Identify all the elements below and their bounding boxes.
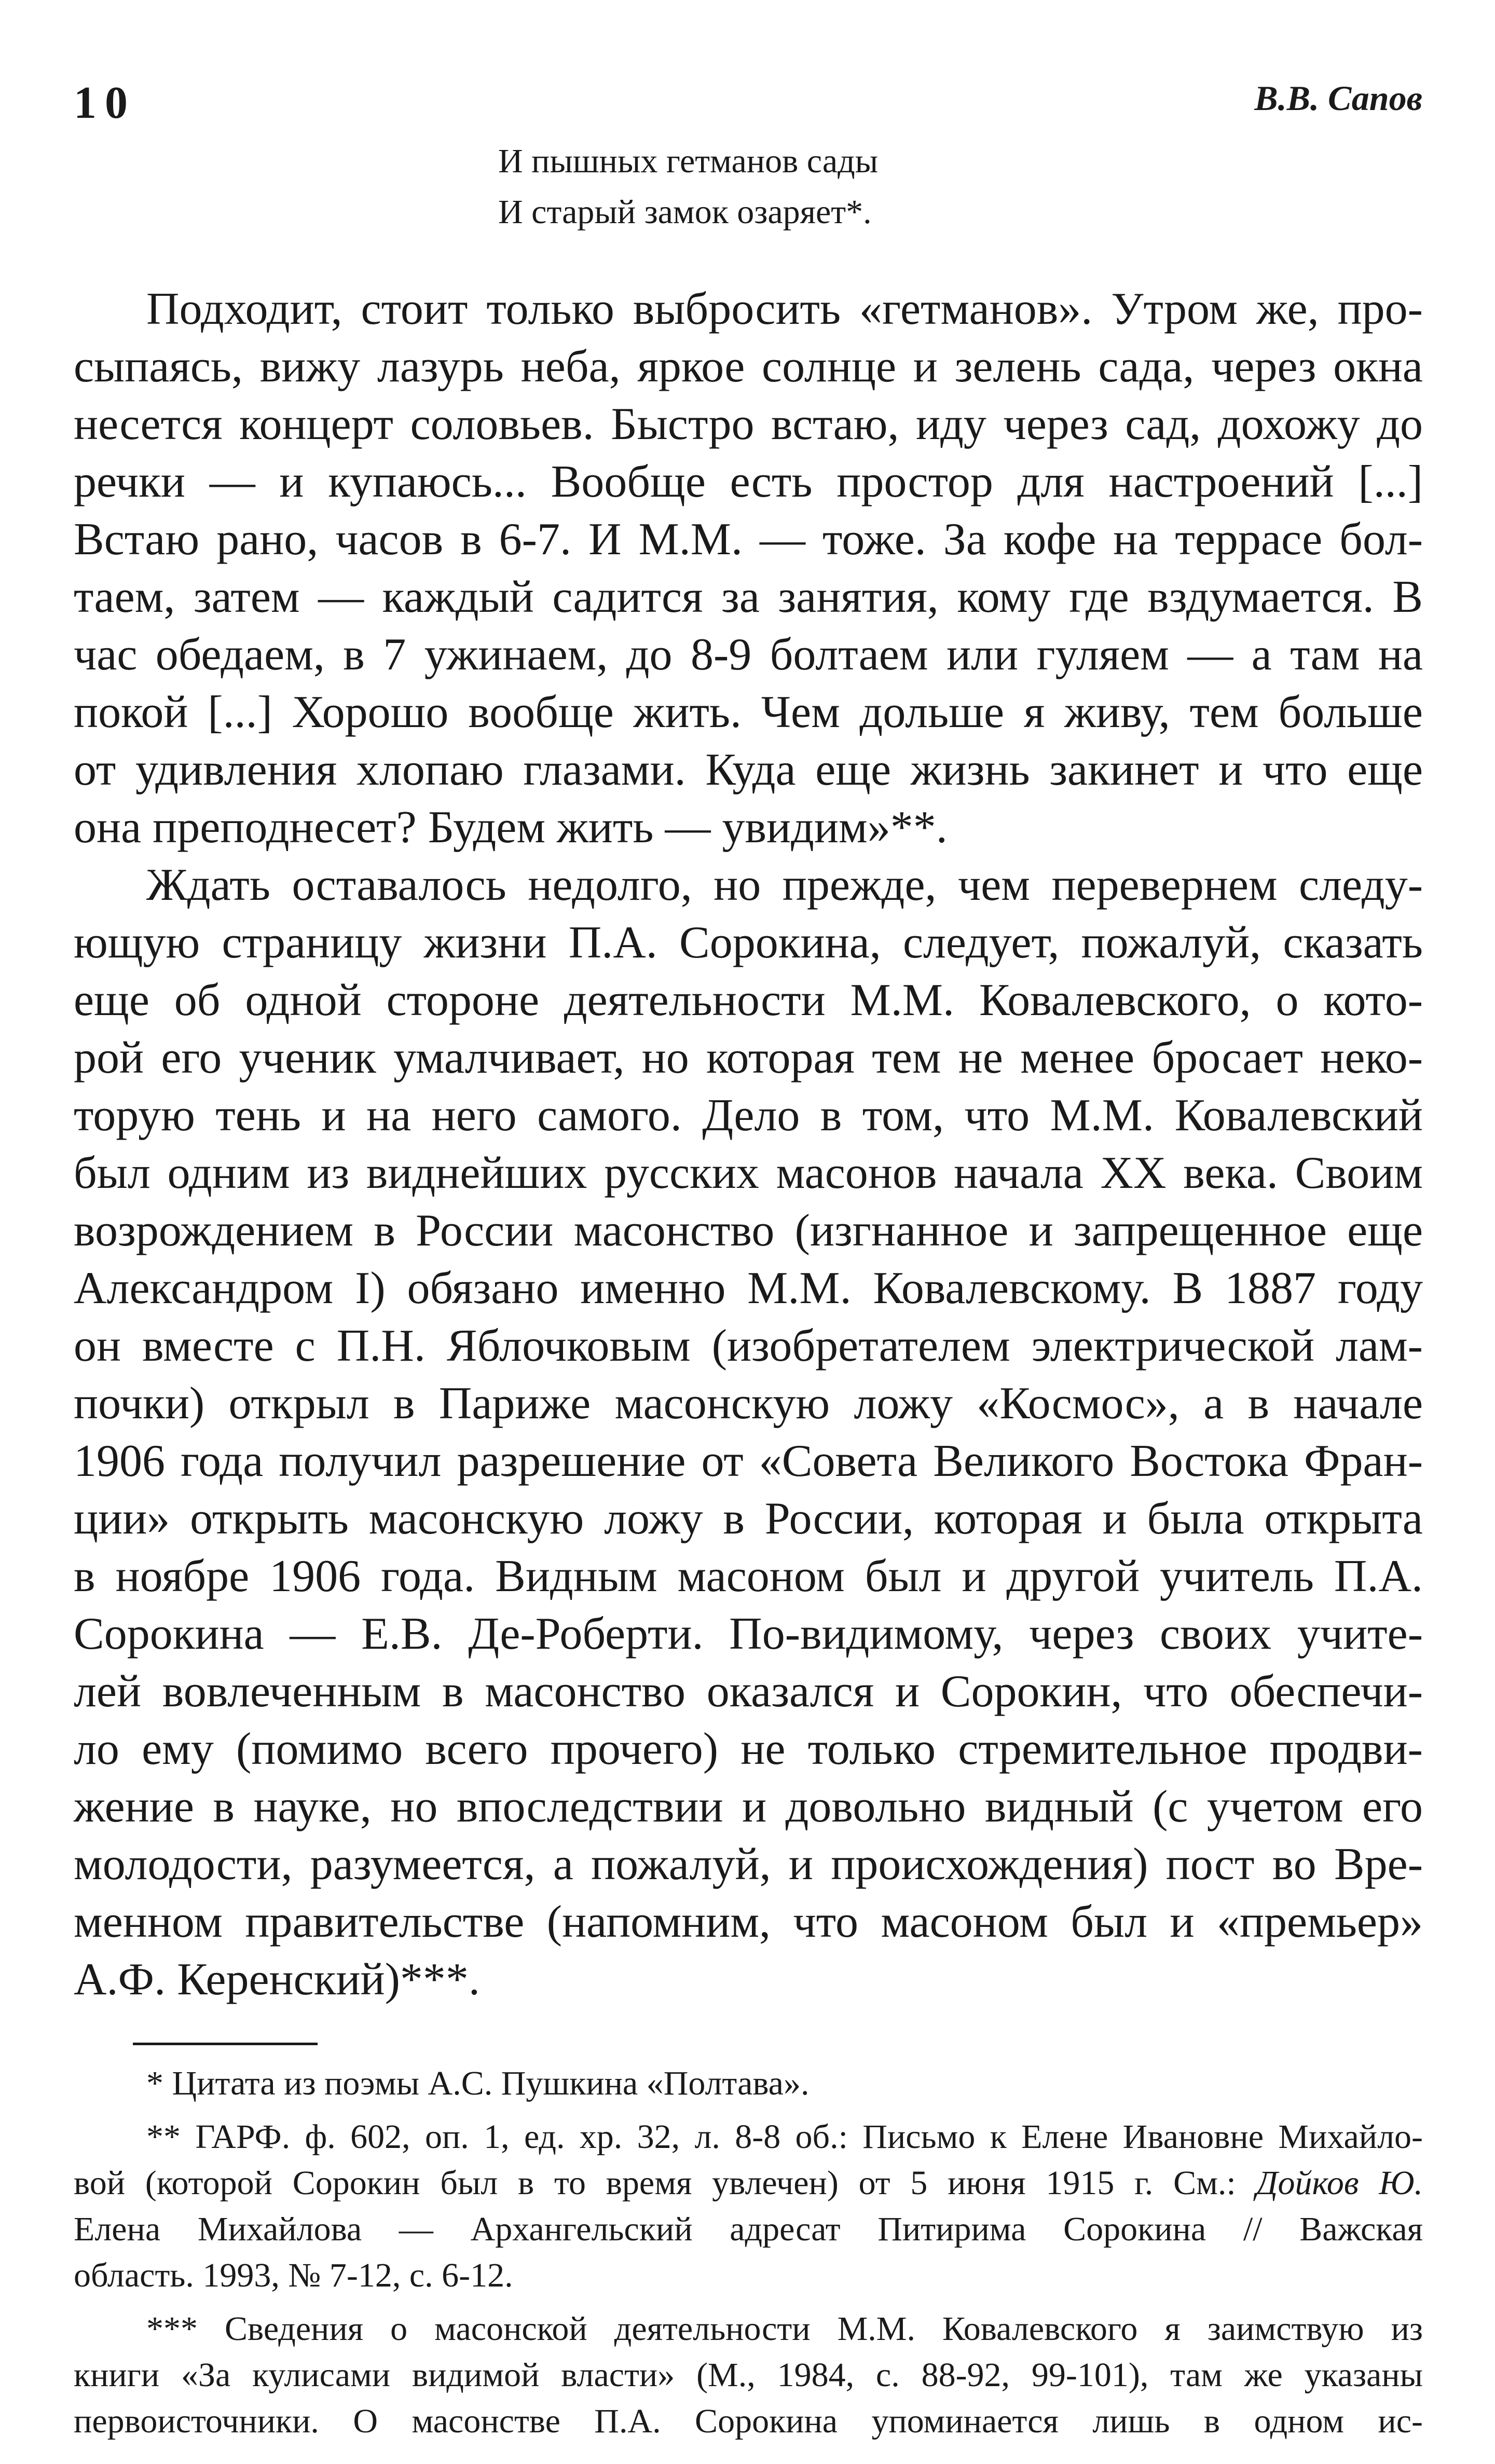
text-line: покой [...] Хорошо вообще жить. Чем дольше я живу, тем больше bbox=[74, 687, 1423, 737]
text-line: молодости, разумеется, а пожалуй, и происхождения) пост во Вре- bbox=[74, 1839, 1423, 1890]
text-line: ции» открыть масонскую ложу в России, которая и была открыта bbox=[74, 1494, 1423, 1544]
footnote-2-text: вой (которой Сорокин был в то время увлечен) от 5 июня 1915 г. См.: bbox=[74, 2164, 1256, 2202]
epigraph-line: И пышных гетманов сады bbox=[498, 142, 879, 180]
text-line: 1906 года получил разрешение от «Совета Великого Востока Фран- bbox=[74, 1436, 1423, 1486]
epigraph-line: И старый замок озаряет*. bbox=[498, 193, 872, 231]
running-head-author: В.В. Сапов bbox=[1254, 78, 1422, 118]
text-line: таем, затем — каждый садится за занятия, кому где вздумается. В bbox=[74, 572, 1423, 622]
text-line: он вместе с П.Н. Яблочковым (изобретателем электрической лам- bbox=[74, 1321, 1423, 1371]
text-line: возрождением в России масонство (изгнанное и запрещенное еще bbox=[74, 1206, 1423, 1256]
text-line: торую тень и на него самого. Дело в том, что М.М. Ковалевский bbox=[74, 1090, 1423, 1141]
text-line: лей вовлеченным в масонство оказался и Сорокин, что обеспечи- bbox=[74, 1666, 1423, 1717]
footnote-1: * Цитата из поэмы А.С. Пушкина «Полтава». bbox=[146, 2064, 810, 2102]
footnotes bbox=[74, 2060, 1423, 2444]
main-text bbox=[74, 280, 1423, 2008]
text-line: менном правительстве (напомним, что масоном был и «премьер» bbox=[74, 1897, 1423, 1947]
text-line: еще об одной стороне деятельности М.М. Ковалевского, о кото- bbox=[74, 975, 1423, 1025]
text-line: рой его ученик умалчивает, но которая тем не менее бросает неко- bbox=[74, 1033, 1423, 1083]
text-line-last: А.Ф. Керенский)***. bbox=[74, 1954, 480, 2005]
text-line: Сорокина — Е.В. Де-Роберти. По-видимому, через своих учите- bbox=[74, 1609, 1423, 1659]
epigraph bbox=[498, 136, 1173, 238]
footnote-2-line: Елена Михайлова — Архангельский адресат Питирима Сорокина // Важская bbox=[74, 2210, 1423, 2248]
footnote-3-line: первоисточники. О масонстве П.А. Сорокина упоминается лишь в одном ис- bbox=[74, 2402, 1423, 2440]
text-line-last: она преподнесет? Будем жить — увидим»**. bbox=[74, 802, 948, 853]
footnote-2-line: область. 1993, № 7-12, с. 6-12. bbox=[74, 2256, 513, 2294]
text-line: в ноябре 1906 года. Видным масоном был и другой учитель П.А. bbox=[74, 1551, 1423, 1601]
footnote-separator bbox=[133, 2043, 318, 2045]
text-line: Ждать оставалось недолго, но прежде, чем перевернем следу- bbox=[146, 860, 1423, 910]
text-line: Александром I) обязано именно М.М. Ковалевскому. В 1887 году bbox=[74, 1263, 1423, 1313]
text-line: несется концерт соловьев. Быстро встаю, иду через сад, дохожу до bbox=[74, 399, 1423, 449]
text-line: жение в науке, но впоследствии и довольно видный (с учетом его bbox=[74, 1782, 1423, 1832]
footnote-2-line bbox=[74, 2160, 1423, 2206]
text-line: ющую страницу жизни П.А. Сорокина, следует, пожалуй, сказать bbox=[74, 918, 1423, 968]
text-line: сыпаясь, вижу лазурь неба, яркое солнце и зелень сада, через окна bbox=[74, 341, 1423, 392]
text-line: ло ему (помимо всего прочего) не только стремительное продви- bbox=[74, 1724, 1423, 1774]
footnote-3-line: книги «За кулисами видимой власти» (М., 1984, с. 88-92, 99-101), там же указаны bbox=[74, 2356, 1423, 2394]
text-line: от удивления хлопаю глазами. Куда еще жизнь закинет и что еще bbox=[74, 745, 1423, 795]
page-number: 10 bbox=[74, 78, 136, 128]
text-line: час обедаем, в 7 ужинаем, до 8-9 болтаем или гуляем — а там на bbox=[74, 629, 1423, 680]
text-line: Встаю рано, часов в 6-7. И М.М. — тоже. За кофе на террасе бол- bbox=[74, 514, 1423, 565]
text-line: почки) открыл в Париже масонскую ложу «Космос», а в начале bbox=[74, 1378, 1423, 1429]
footnote-2-line: ** ГАРФ. ф. 602, оп. 1, ед. хр. 32, л. 8-8 об.: Письмо к Елене Ивановне Михайло- bbox=[146, 2118, 1423, 2156]
text-line: был одним из виднейших русских масонов начала XX века. Своим bbox=[74, 1148, 1423, 1198]
footnote-2-author-italic: Дойков Ю. bbox=[1256, 2164, 1423, 2202]
text-line: речки — и купаюсь... Вообще есть простор для настроений [...] bbox=[74, 457, 1423, 507]
footnote-3-line: *** Сведения о масонской деятельности М.М. Ковалевского я заимствую из bbox=[146, 2310, 1423, 2348]
text-line: Подходит, стоит только выбросить «гетманов». Утром же, про- bbox=[146, 284, 1423, 334]
